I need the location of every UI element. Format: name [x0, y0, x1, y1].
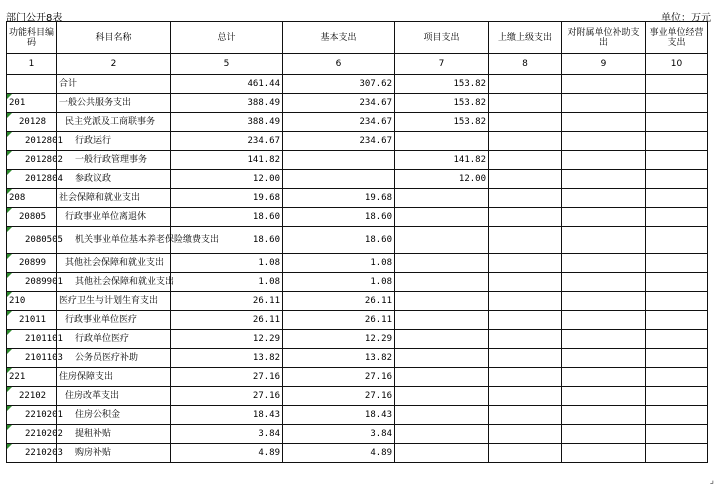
project-cell[interactable] — [395, 425, 489, 444]
column-number[interactable]: 1 — [7, 54, 57, 75]
code-text: 2012802 — [25, 155, 63, 165]
basic-cell[interactable]: 19.68 — [283, 189, 395, 208]
code-cell[interactable] — [7, 387, 57, 406]
text-number-indicator-icon — [7, 94, 12, 99]
subject-name-cell[interactable] — [57, 292, 171, 311]
business-cell[interactable] — [646, 368, 708, 387]
upper-cell[interactable] — [489, 425, 562, 444]
project-cell[interactable] — [395, 444, 489, 463]
table-row — [7, 75, 708, 94]
basic-cell[interactable]: 13.82 — [283, 349, 395, 368]
text-number-indicator-icon — [7, 170, 12, 175]
table-row — [7, 208, 708, 227]
project-cell[interactable]: 153.82 — [395, 75, 489, 94]
code-text: 208 — [9, 193, 26, 203]
basic-cell[interactable] — [283, 170, 395, 189]
total-cell[interactable]: 26.11 — [171, 292, 283, 311]
total-cell[interactable]: 388.49 — [171, 113, 283, 132]
subject-name-text: 行政单位医疗 — [75, 334, 130, 344]
project-cell[interactable] — [395, 311, 489, 330]
subsidy-cell[interactable] — [562, 292, 646, 311]
subject-name-text: 合计 — [59, 79, 78, 89]
subsidy-cell[interactable] — [562, 444, 646, 463]
basic-cell[interactable]: 26.11 — [283, 292, 395, 311]
column-number[interactable]: 7 — [395, 54, 489, 75]
business-cell[interactable] — [646, 273, 708, 292]
table-row — [7, 94, 708, 113]
total-cell[interactable]: 388.49 — [171, 94, 283, 113]
business-cell[interactable] — [646, 349, 708, 368]
code-text: 21011 — [19, 315, 47, 325]
upper-cell[interactable] — [489, 273, 562, 292]
upper-cell[interactable] — [489, 406, 562, 425]
code-text: 2080505 — [25, 235, 63, 245]
code-text: 20899 — [19, 258, 47, 268]
table-row — [7, 132, 708, 151]
table-row — [7, 406, 708, 425]
code-cell[interactable] — [7, 311, 57, 330]
text-number-indicator-icon — [7, 227, 12, 232]
text-number-indicator-icon — [7, 444, 12, 449]
text-number-indicator-icon — [7, 406, 12, 411]
table-row — [7, 444, 708, 463]
subject-name-cell[interactable] — [57, 368, 171, 387]
project-cell[interactable] — [395, 292, 489, 311]
column-header[interactable]: 项目支出 — [395, 22, 489, 54]
business-cell[interactable] — [646, 444, 708, 463]
code-cell[interactable] — [7, 406, 63, 425]
total-cell[interactable]: 19.68 — [171, 189, 283, 208]
project-cell[interactable] — [395, 273, 489, 292]
code-text: 20805 — [19, 212, 47, 222]
subject-name-text: 参政议政 — [75, 174, 112, 184]
code-text: 20128 — [19, 117, 47, 127]
subject-name-cell[interactable] — [57, 208, 171, 227]
business-cell[interactable] — [646, 113, 708, 132]
subsidy-cell[interactable] — [562, 94, 646, 113]
sheet-corner-mark: ⌟ — [709, 476, 714, 486]
upper-cell[interactable] — [489, 368, 562, 387]
business-cell[interactable] — [646, 94, 708, 113]
column-header[interactable]: 总计 — [171, 22, 283, 54]
business-cell[interactable] — [646, 254, 708, 273]
text-number-indicator-icon — [7, 368, 12, 373]
total-cell[interactable]: 3.84 — [171, 425, 283, 444]
unit-label: 单位：万元 — [661, 13, 711, 24]
code-cell[interactable] — [7, 75, 57, 94]
subject-name-cell[interactable] — [57, 311, 171, 330]
code-text: 2012804 — [25, 174, 63, 184]
code-text: 221 — [9, 372, 26, 382]
column-header[interactable]: 事业单位经营支出 — [646, 22, 708, 54]
column-number[interactable]: 8 — [489, 54, 562, 75]
project-cell[interactable]: 12.00 — [395, 170, 489, 189]
subject-name-cell[interactable] — [57, 349, 171, 368]
subject-name-cell[interactable] — [57, 254, 171, 273]
upper-cell[interactable] — [489, 170, 562, 189]
table-row — [7, 330, 708, 349]
code-cell[interactable] — [7, 444, 63, 463]
project-cell[interactable] — [395, 406, 489, 425]
code-cell[interactable] — [7, 349, 63, 368]
subject-name-text: 行政事业单位医疗 — [65, 315, 138, 325]
text-number-indicator-icon — [7, 113, 12, 118]
table-row — [7, 189, 708, 208]
table-row — [7, 170, 708, 189]
total-cell[interactable]: 4.89 — [171, 444, 283, 463]
expenditure-table — [6, 21, 708, 463]
business-cell[interactable] — [646, 151, 708, 170]
subject-name-cell[interactable] — [57, 425, 171, 444]
total-cell[interactable]: 141.82 — [171, 151, 283, 170]
code-text: 210 — [9, 296, 26, 306]
table-row — [7, 425, 708, 444]
total-cell[interactable]: 1.08 — [171, 273, 283, 292]
project-cell[interactable] — [395, 349, 489, 368]
basic-cell[interactable]: 234.67 — [283, 94, 395, 113]
column-header[interactable]: 上缴上级支出 — [489, 22, 562, 54]
total-cell[interactable]: 1.08 — [171, 254, 283, 273]
basic-cell[interactable]: 4.89 — [283, 444, 395, 463]
business-cell[interactable] — [646, 75, 708, 94]
basic-cell[interactable]: 307.62 — [283, 75, 395, 94]
table-row — [7, 254, 708, 273]
text-number-indicator-icon — [7, 330, 12, 335]
table-row — [7, 273, 708, 292]
business-cell[interactable] — [646, 292, 708, 311]
subject-name-cell[interactable] — [57, 189, 171, 208]
subject-name-text: 其他社会保障和就业支出 — [65, 258, 165, 268]
project-cell[interactable]: 153.82 — [395, 94, 489, 113]
upper-cell[interactable] — [489, 349, 562, 368]
business-cell[interactable] — [646, 189, 708, 208]
text-number-indicator-icon — [7, 349, 12, 354]
business-cell[interactable] — [646, 227, 708, 254]
text-number-indicator-icon — [7, 273, 12, 278]
code-cell[interactable] — [7, 113, 57, 132]
subject-name-text: 行政事业单位离退休 — [65, 212, 147, 222]
subsidy-cell[interactable] — [562, 330, 646, 349]
code-cell[interactable] — [7, 273, 63, 292]
text-number-indicator-icon — [7, 425, 12, 430]
code-text: 22102 — [19, 391, 47, 401]
subsidy-cell[interactable] — [562, 189, 646, 208]
code-text: 201 — [9, 98, 26, 108]
subject-name-text: 社会保障和就业支出 — [59, 193, 141, 203]
text-number-indicator-icon — [7, 151, 12, 156]
subject-name-cell[interactable] — [57, 170, 171, 189]
table-row — [7, 349, 708, 368]
upper-cell[interactable] — [489, 444, 562, 463]
total-cell[interactable]: 18.60 — [171, 208, 283, 227]
subject-name-text: 行政运行 — [75, 136, 112, 146]
column-number[interactable]: 6 — [283, 54, 395, 75]
code-cell[interactable] — [7, 292, 57, 311]
total-cell[interactable]: 18.43 — [171, 406, 283, 425]
column-header[interactable]: 科目名称 — [57, 22, 171, 54]
code-cell[interactable] — [7, 330, 63, 349]
upper-cell[interactable] — [489, 227, 562, 254]
subject-name-cell[interactable] — [57, 113, 171, 132]
table-row — [7, 227, 708, 254]
total-cell[interactable]: 12.29 — [171, 330, 283, 349]
subject-name-cell[interactable] — [57, 387, 171, 406]
project-cell[interactable]: 153.82 — [395, 113, 489, 132]
subsidy-cell[interactable] — [562, 387, 646, 406]
table-row — [7, 387, 708, 406]
subject-name-text: 医疗卫生与计划生育支出 — [59, 296, 159, 306]
business-cell[interactable] — [646, 406, 708, 425]
upper-cell[interactable] — [489, 132, 562, 151]
column-header[interactable]: 基本支出 — [283, 22, 395, 54]
upper-cell[interactable] — [489, 94, 562, 113]
column-header[interactable]: 功能科目编码 — [7, 22, 57, 54]
upper-cell[interactable] — [489, 292, 562, 311]
table-row — [7, 311, 708, 330]
text-number-indicator-icon — [7, 254, 12, 259]
subsidy-cell[interactable] — [562, 349, 646, 368]
subsidy-cell[interactable] — [562, 368, 646, 387]
subsidy-cell[interactable] — [562, 75, 646, 94]
upper-cell[interactable] — [489, 254, 562, 273]
basic-cell[interactable]: 12.29 — [283, 330, 395, 349]
code-cell[interactable] — [7, 189, 57, 208]
text-number-indicator-icon — [7, 387, 12, 392]
subsidy-cell[interactable] — [562, 273, 646, 292]
total-cell[interactable]: 461.44 — [171, 75, 283, 94]
business-cell[interactable] — [646, 208, 708, 227]
subject-name-text: 机关事业单位基本养老保险缴费支出 — [75, 235, 220, 245]
code-text: 2210202 — [25, 429, 63, 439]
upper-cell[interactable] — [489, 75, 562, 94]
basic-cell[interactable]: 234.67 — [283, 132, 395, 151]
project-cell[interactable] — [395, 208, 489, 227]
upper-cell[interactable] — [489, 151, 562, 170]
code-cell[interactable] — [7, 227, 63, 254]
table-title: 部门公开8表 — [6, 13, 63, 24]
text-number-indicator-icon — [7, 132, 12, 137]
code-text: 2101103 — [25, 353, 63, 363]
code-cell[interactable] — [7, 94, 57, 113]
subsidy-cell[interactable] — [562, 254, 646, 273]
table-row — [7, 113, 708, 132]
upper-cell[interactable] — [489, 189, 562, 208]
subject-name-text: 住房改革支出 — [65, 391, 120, 401]
business-cell[interactable] — [646, 425, 708, 444]
project-cell[interactable] — [395, 227, 489, 254]
code-text: 2210203 — [25, 448, 63, 458]
column-number[interactable]: 2 — [57, 54, 171, 75]
basic-cell[interactable]: 18.43 — [283, 406, 395, 425]
subsidy-cell[interactable] — [562, 311, 646, 330]
project-cell[interactable]: 141.82 — [395, 151, 489, 170]
basic-cell[interactable]: 18.60 — [283, 227, 395, 254]
total-cell[interactable]: 27.16 — [171, 368, 283, 387]
header-row — [7, 22, 708, 54]
subject-name-cell[interactable] — [57, 151, 171, 170]
text-number-indicator-icon — [7, 189, 12, 194]
subject-name-cell[interactable] — [57, 227, 220, 254]
business-cell[interactable] — [646, 387, 708, 406]
column-header[interactable]: 对附属单位补助支出 — [562, 22, 646, 54]
business-cell[interactable] — [646, 170, 708, 189]
code-text: 2210201 — [25, 410, 63, 420]
code-cell[interactable] — [7, 132, 63, 151]
subsidy-cell[interactable] — [562, 170, 646, 189]
total-cell[interactable]: 234.67 — [171, 132, 283, 151]
column-number[interactable]: 10 — [646, 54, 708, 75]
basic-cell[interactable] — [283, 151, 395, 170]
table-row — [7, 151, 708, 170]
upper-cell[interactable] — [489, 311, 562, 330]
project-cell[interactable] — [395, 330, 489, 349]
column-number[interactable]: 9 — [562, 54, 646, 75]
code-cell[interactable] — [7, 170, 63, 189]
upper-cell[interactable] — [489, 387, 562, 406]
table-row — [7, 368, 708, 387]
basic-cell[interactable]: 26.11 — [283, 311, 395, 330]
code-text: 2012801 — [25, 136, 63, 146]
subject-name-text: 提租补贴 — [75, 429, 112, 439]
subject-name-text: 民主党派及工商联事务 — [65, 117, 156, 127]
subject-name-text: 住房保障支出 — [59, 372, 114, 382]
basic-cell[interactable]: 1.08 — [283, 273, 395, 292]
project-cell[interactable] — [395, 368, 489, 387]
subject-name-cell[interactable] — [57, 444, 171, 463]
basic-cell[interactable]: 27.16 — [283, 387, 395, 406]
column-number[interactable]: 5 — [171, 54, 283, 75]
code-text: 2089901 — [25, 277, 63, 287]
subsidy-cell[interactable] — [562, 425, 646, 444]
upper-cell[interactable] — [489, 113, 562, 132]
subject-name-text: 其他社会保障和就业支出 — [75, 277, 175, 287]
total-cell[interactable]: 18.60 — [171, 227, 283, 254]
code-cell[interactable] — [7, 368, 57, 387]
business-cell[interactable] — [646, 311, 708, 330]
text-number-indicator-icon — [7, 311, 12, 316]
subject-name-cell[interactable] — [57, 132, 171, 151]
column-number-row — [7, 54, 708, 75]
project-cell[interactable] — [395, 387, 489, 406]
total-cell[interactable]: 26.11 — [171, 311, 283, 330]
table-row — [7, 292, 708, 311]
business-cell[interactable] — [646, 330, 708, 349]
code-cell[interactable] — [7, 254, 57, 273]
subsidy-cell[interactable] — [562, 227, 646, 254]
subject-name-text: 公务员医疗补助 — [75, 353, 139, 363]
subsidy-cell[interactable] — [562, 208, 646, 227]
basic-cell[interactable]: 3.84 — [283, 425, 395, 444]
subject-name-text: 一般公共服务支出 — [59, 98, 132, 108]
code-cell[interactable] — [7, 151, 63, 170]
upper-cell[interactable] — [489, 330, 562, 349]
text-number-indicator-icon — [7, 208, 12, 213]
code-cell[interactable] — [7, 208, 57, 227]
subject-name-text: 购房补贴 — [75, 448, 112, 458]
basic-cell[interactable]: 27.16 — [283, 368, 395, 387]
project-cell[interactable] — [395, 254, 489, 273]
subject-name-cell[interactable] — [57, 273, 175, 292]
total-cell[interactable]: 27.16 — [171, 387, 283, 406]
project-cell[interactable] — [395, 132, 489, 151]
total-cell[interactable]: 12.00 — [171, 170, 283, 189]
basic-cell[interactable]: 234.67 — [283, 113, 395, 132]
project-cell[interactable] — [395, 189, 489, 208]
subsidy-cell[interactable] — [562, 113, 646, 132]
code-cell[interactable] — [7, 425, 63, 444]
total-cell[interactable]: 13.82 — [171, 349, 283, 368]
subject-name-text: 住房公积金 — [75, 410, 121, 420]
subject-name-cell[interactable] — [57, 406, 171, 425]
subsidy-cell[interactable] — [562, 406, 646, 425]
subject-name-cell[interactable] — [57, 330, 171, 349]
subsidy-cell[interactable] — [562, 132, 646, 151]
subject-name-cell[interactable] — [57, 94, 171, 113]
subject-name-cell[interactable] — [57, 75, 171, 94]
basic-cell[interactable]: 18.60 — [283, 208, 395, 227]
business-cell[interactable] — [646, 132, 708, 151]
upper-cell[interactable] — [489, 208, 562, 227]
text-number-indicator-icon — [7, 292, 12, 297]
subject-name-text: 一般行政管理事务 — [75, 155, 148, 165]
code-text: 2101101 — [25, 334, 63, 344]
basic-cell[interactable]: 1.08 — [283, 254, 395, 273]
subsidy-cell[interactable] — [562, 151, 646, 170]
